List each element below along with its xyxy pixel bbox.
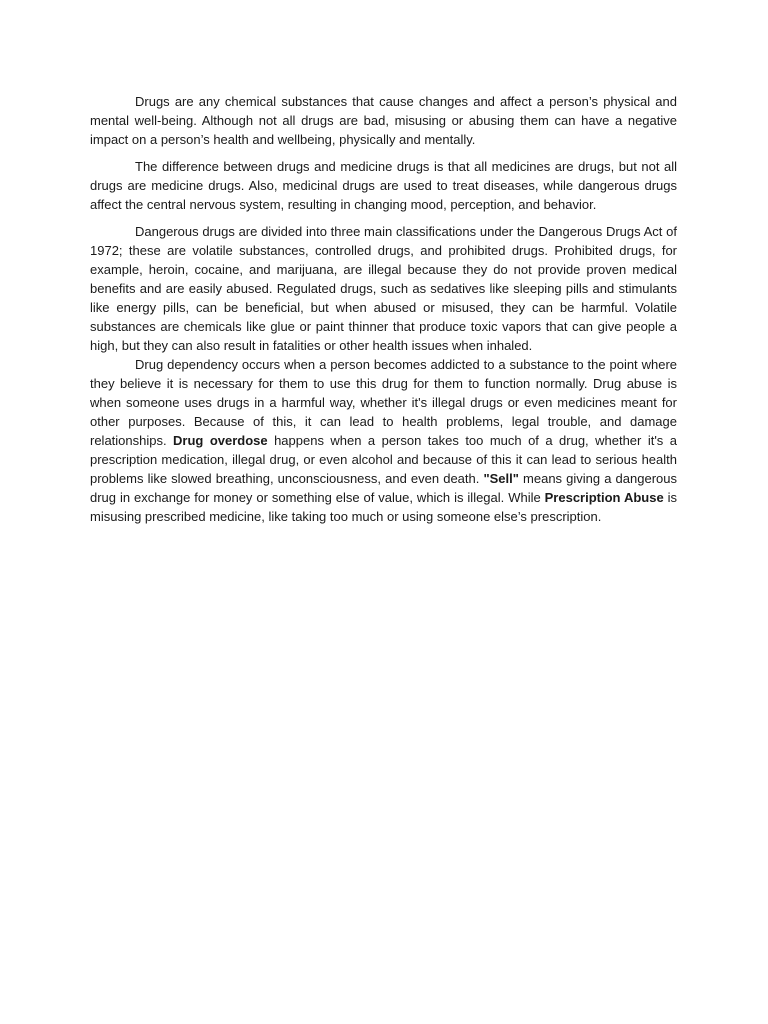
paragraph-definition: Drugs are any chemical substances that cause changes and affect a person’s physical and mental well-being. Although not all drugs are bad, misusing or abusing them can have a negative impact on a person’s health and wellbeing, physically and mentally. xyxy=(90,94,677,147)
term-prescription-abuse: Prescription Abuse xyxy=(544,490,664,505)
dependency-text-4: is misusing prescribed medicine, like taking too much or using someone else’s prescription. xyxy=(90,490,678,524)
term-drug-overdose: Drug overdose xyxy=(173,433,268,448)
paragraph-classifications: Dangerous drugs are divided into three main classifications under the Dangerous Drugs Act of 1972; these are volatile substances, controlled drugs, and prohibited drugs. Prohibited drugs, for example, heroin, cocaine, and marijuana, are illegal because they do not provide proven medical benefits and are easily abused. Regulated drugs, such as sedatives like sleeping pills and stimulants like energy pills, can be beneficial, but when abused or misused, they can be harmful. Volatile substances are chemicals like glue or paint thinner that produce toxic vapors that can give people a high, but they can also result in fatalities or other health issues when inhaled. xyxy=(90,224,677,353)
term-sell: "Sell" xyxy=(483,471,519,486)
dependency-text-1: Drug dependency occurs when a person becomes addicted to a substance to the point where they believe it is necessary for them to use this drug for them to function normally. Drug abuse is when someone uses drugs in a harmful way, whether it's illegal drugs or even medicines meant for other purposes. Because of this, it can lead to health problems, legal trouble, and damage relationships. xyxy=(90,357,677,448)
paragraph-difference: The difference between drugs and medicine drugs is that all medicines are drugs, but not all drugs are medicine drugs. Also, medicinal drugs are used to treat diseases, while dangerous drugs affect the central nervous system, resulting in changing mood, perception, and behavior. xyxy=(90,159,677,212)
dependency-text-3: means giving a dangerous drug in exchange for money or something else of value, which is illegal. While xyxy=(90,471,677,505)
document-body xyxy=(90,92,677,526)
dependency-text-2: happens when a person takes too much of a drug, whether it's a prescription medication, illegal drug, or even alcohol and because of this it can lead to serious health problems like slowed breathing, unconsciousness, and even death. xyxy=(90,433,677,486)
paragraph-dependency xyxy=(90,355,677,526)
